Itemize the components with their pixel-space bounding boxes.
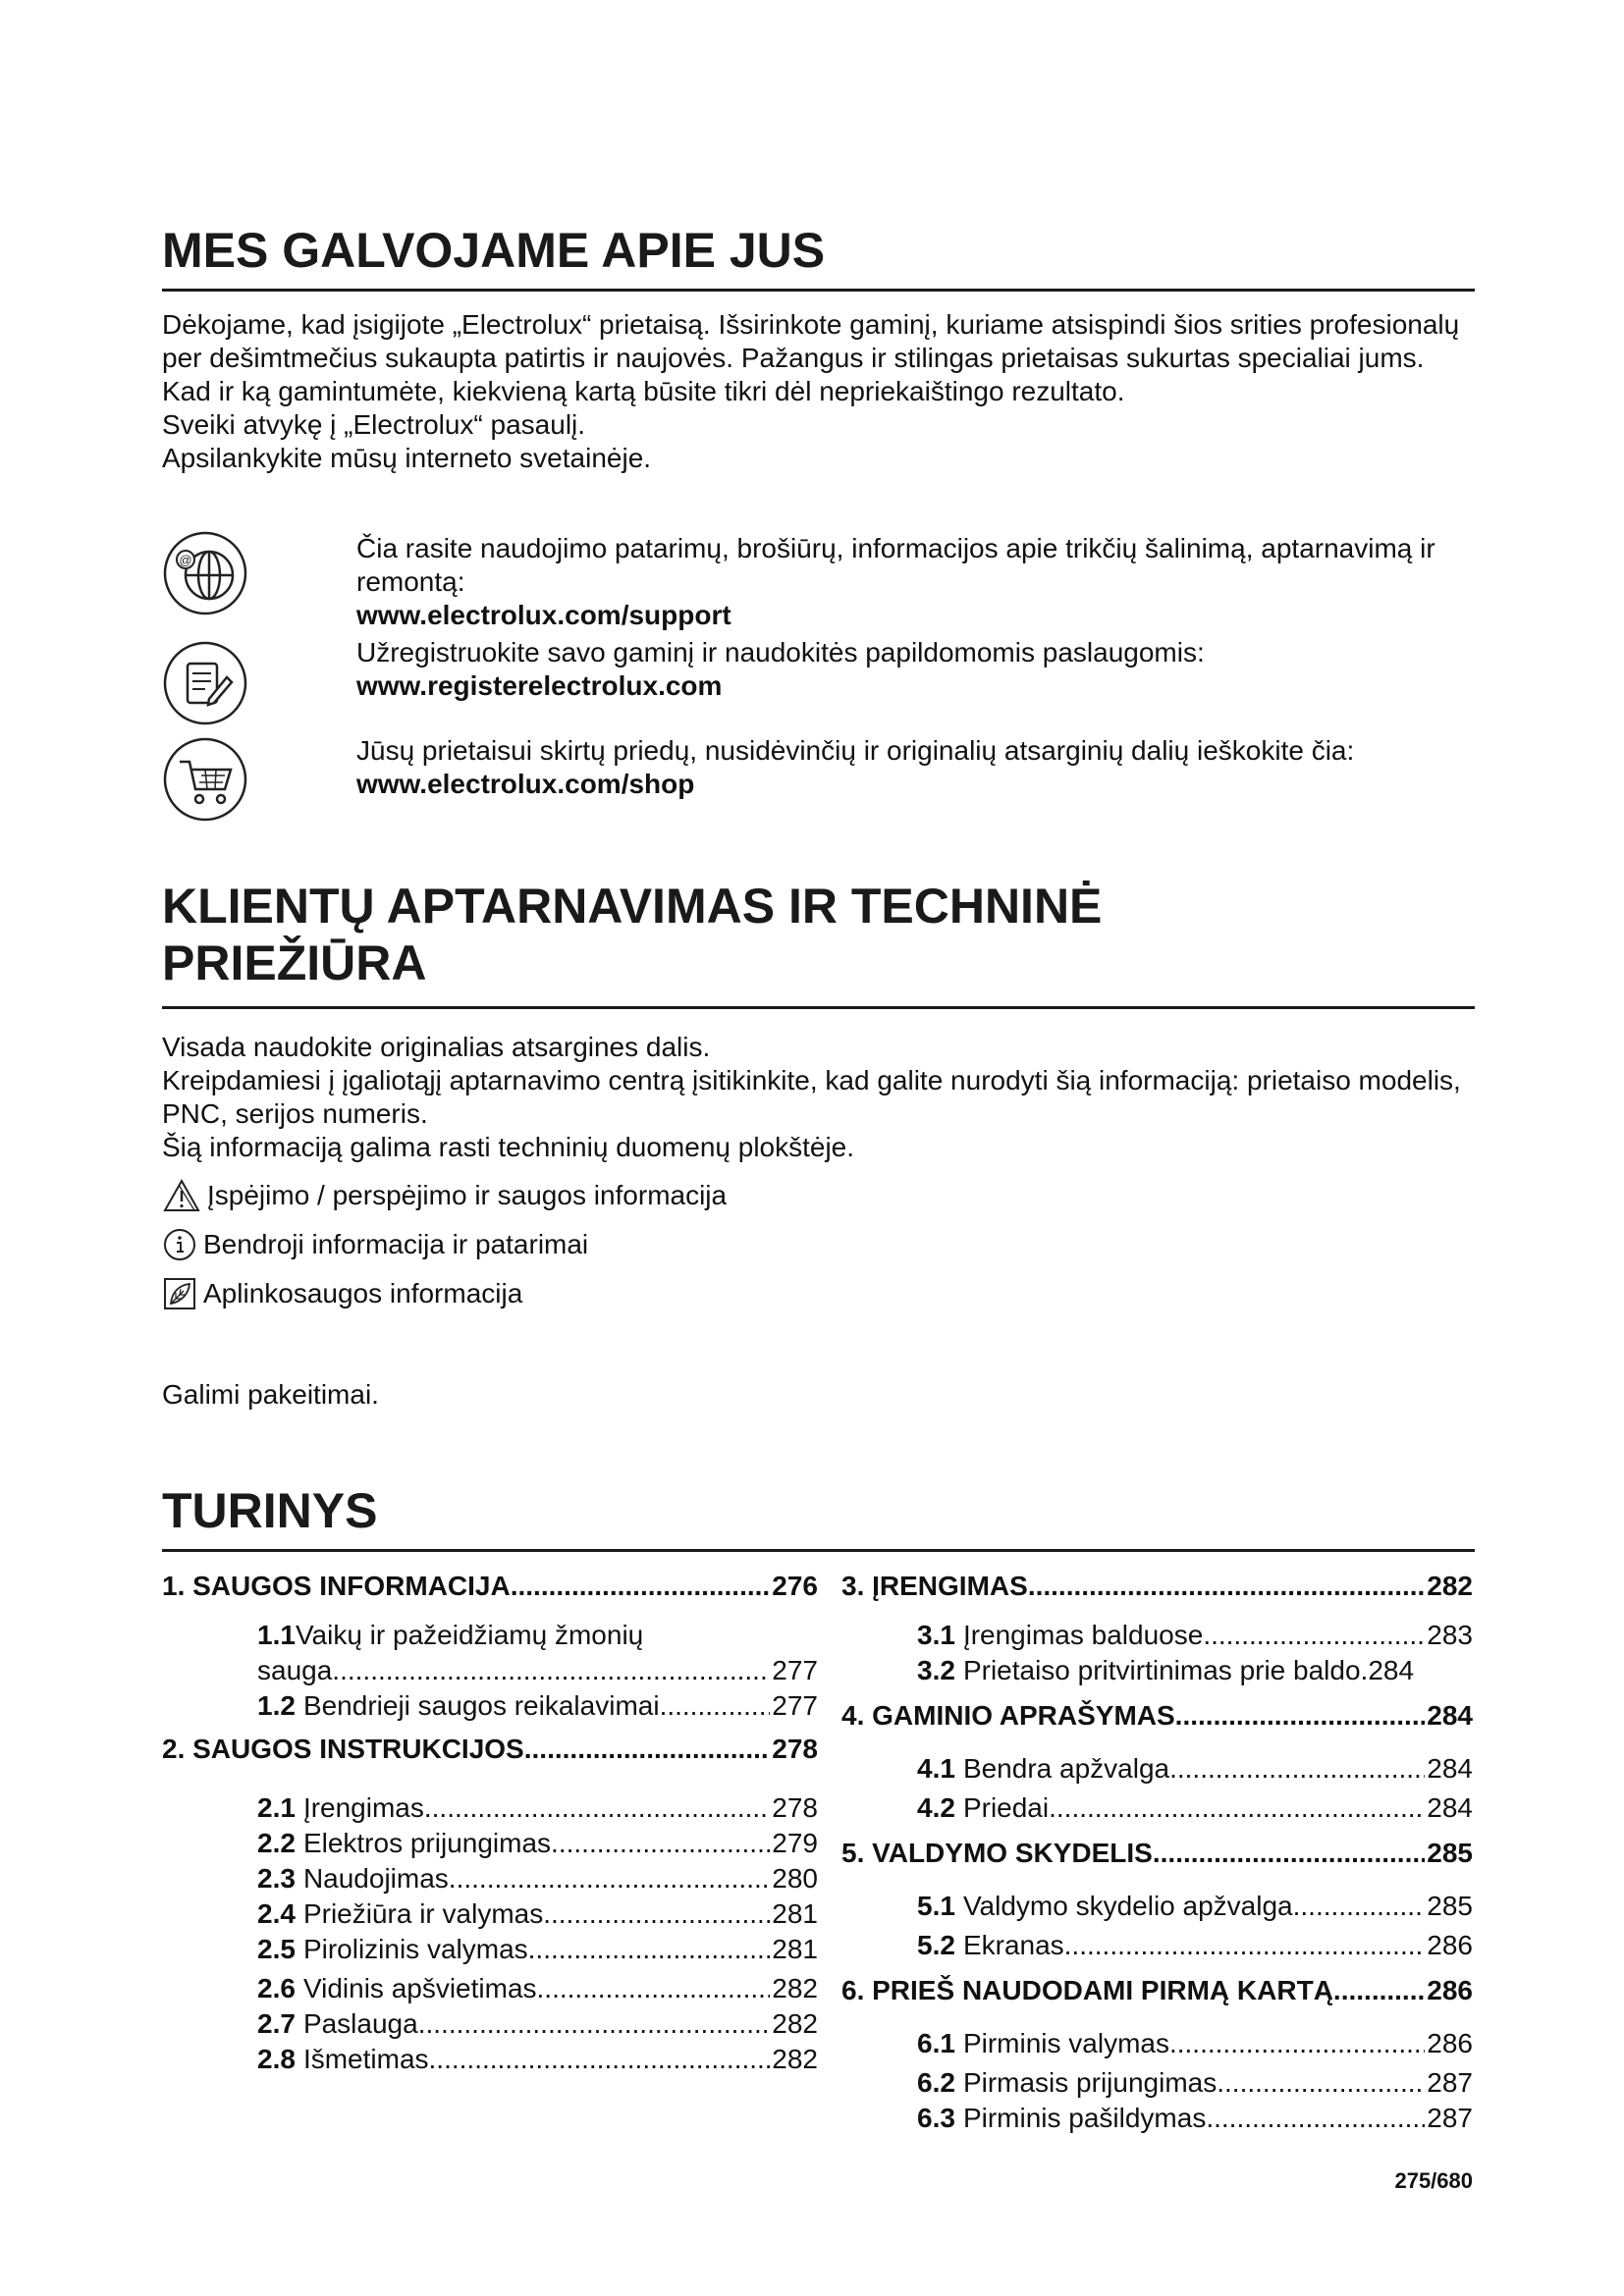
toc-right-column: [841, 1571, 1473, 2138]
legend-info-text: Bendroji informacija ir patarimai: [203, 1229, 589, 1259]
register-description: Užregistruokite savo gaminį ir naudokitės papildomomis paslaugomis:: [356, 637, 1205, 667]
section-title-thinking-of-you: MES GALVOJAME APIE JUS: [162, 223, 826, 278]
toc-entry-2[interactable]: 2. SAUGOS INSTRUKCIJOS ..... 278: [162, 1734, 818, 1773]
toc-entry-6-3[interactable]: 6.3 Pirminis pašildymas ..... 287: [917, 2103, 1473, 2138]
customer-care-title-line2: PRIEŽIŪRA: [162, 935, 427, 990]
info-icon: [162, 1227, 197, 1262]
intro-paragraph: Dėkojame, kad įsigijote „Electrolux“ prietaisą. Išsirinkote gaminį, kuriame atsispindi šios srities profesionalų per dešimtmečius sukaupta patirtis ir naujovės. Pažangus ir stilingas prietaisas sukurtas specialiai jums. Kad ir ką gamintumėte, kiekvieną kartą būsite tikri dėl nepriekaištingo rezultato.: [162, 309, 1460, 406]
legend-environment: [162, 1272, 727, 1315]
toc-entry-2-4[interactable]: 2.4 Priežiūra ir valymas ..... 281: [257, 1898, 818, 1934]
shop-url-link[interactable]: www.electrolux.com/shop: [356, 769, 695, 799]
rating-plate-line: Šią informaciją galima rasti techninių duomenų plokštėje.: [162, 1132, 855, 1162]
toc-entry-5-1[interactable]: 5.1 Valdymo skydelio apžvalga ..... 285: [917, 1891, 1473, 1930]
toc-entry-4-1[interactable]: 4.1 Bendra apžvalga ..... 284: [917, 1753, 1473, 1792]
leaf-icon: [162, 1276, 197, 1311]
toc-entry-2-3[interactable]: 2.3 Naudojimas ..... 280: [257, 1863, 818, 1898]
toc-title: TURINYS: [162, 1483, 378, 1538]
toc-entry-2-6[interactable]: 2.6 Vidinis apšvietimas ..... 282: [257, 1973, 818, 2008]
customer-care-title-line1: KLIENTŲ APTARNAVIMAS IR TECHNINĖ: [162, 879, 1103, 934]
toc-entry-4-2[interactable]: 4.2 Priedai ..... 284: [917, 1792, 1473, 1828]
toc-entry-1[interactable]: 1. SAUGOS INFORMACIJA ..... 276: [162, 1571, 818, 1610]
title-rule: [162, 1006, 1475, 1009]
service-center-line: Kreipdamiesi į įgaliotąjį aptarnavimo centrą įsitikinkite, kad galite nurodyti šią informaciją: prietaiso modelis, PNC, serijos numeris.: [162, 1065, 1461, 1129]
register-url-link[interactable]: www.registerelectrolux.com: [356, 670, 723, 701]
svg-text:@: @: [179, 553, 192, 567]
page-number: 275/680: [1394, 2168, 1473, 2193]
toc-entry-2-1[interactable]: 2.1 Įrengimas ..... 278: [257, 1792, 818, 1828]
toc-section-3-list: [841, 1620, 1473, 1690]
customer-care-text: [162, 1031, 1478, 1164]
toc-entry-6-1[interactable]: 6.1 Pirminis valymas ..... 286: [917, 2028, 1473, 2067]
toc-entry-3[interactable]: 3. ĮRENGIMAS ..... 282: [841, 1571, 1473, 1610]
legend-info: [162, 1223, 727, 1266]
toc-entry-1-1[interactable]: 1.1Vaikų ir pažeidžiamų žmonių sauga ..... 277: [162, 1620, 818, 1690]
toc-section-4-list: [841, 1753, 1473, 1828]
symbol-legend: [162, 1174, 727, 1315]
toc-section-2-list: [162, 1792, 818, 2079]
support-description: Čia rasite naudojimo patarimų, brošiūrų, informacijos apie trikčių šalinimą, aptarnavimą ir remontą:: [356, 533, 1435, 597]
toc-entry-2-2[interactable]: 2.2 Elektros prijungimas ..... 279: [257, 1828, 818, 1863]
section-title-customer-care: [162, 878, 1102, 991]
support-url-link[interactable]: www.electrolux.com/support: [356, 600, 731, 630]
title-rule: [162, 289, 1475, 292]
globe-icon: [162, 530, 248, 616]
toc-entry-5-2[interactable]: 5.2 Ekranas ..... 286: [917, 1930, 1473, 1965]
visit-website-line: Apsilankykite mūsų interneto svetainėje.: [162, 443, 652, 473]
toc-entry-4[interactable]: 4. GAMINIO APRAŠYMAS ..... 284: [841, 1700, 1473, 1739]
shop-description: Jūsų prietaisui skirtų priedų, nusidėvinčių ir originalių atsarginių dalių ieškokite čia:: [356, 735, 1355, 766]
spare-parts-line: Visada naudokite originalias atsargines dalis.: [162, 1032, 711, 1062]
toc-entry-6[interactable]: 6. PRIEŠ NAUDODAMI PIRMĄ KARTĄ ..... 286: [841, 1975, 1473, 2014]
toc-section-6-list: [841, 2028, 1473, 2138]
intro-text: [162, 308, 1478, 475]
toc-left-column: [162, 1571, 818, 2079]
toc-entry-3-1[interactable]: 3.1 Įrengimas balduose ..... 283: [917, 1620, 1473, 1655]
toc-entry-6-2[interactable]: 6.2 Pirmasis prijungimas ..... 287: [917, 2067, 1473, 2103]
toc-entry-3-2[interactable]: 3.2 Prietaiso pritvirtinimas prie baldo. 284: [917, 1655, 1415, 1685]
register-icon: [162, 640, 248, 726]
toc-entry-5[interactable]: 5. VALDYMO SKYDELIS ..... 285: [841, 1838, 1473, 1877]
shopping-cart-icon: [162, 736, 248, 823]
toc-section-5-list: [841, 1891, 1473, 1965]
legend-warning-text: Įspėjimo / perspėjimo ir saugos informacija: [207, 1180, 728, 1210]
toc-entry-2-8[interactable]: 2.8 Išmetimas ..... 282: [257, 2044, 818, 2079]
title-rule: [162, 1549, 1475, 1552]
toc-entry-2-5[interactable]: 2.5 Pirolizinis valymas ..... 281: [257, 1934, 818, 1973]
warning-triangle-icon: [162, 1178, 201, 1213]
toc-entry-2-7[interactable]: 2.7 Paslauga ..... 282: [257, 2008, 818, 2044]
welcome-line: Sveiki atvykę į „Electrolux“ pasaulį.: [162, 409, 586, 440]
legend-environment-text: Aplinkosaugos informacija: [203, 1278, 523, 1308]
toc-entry-1-2[interactable]: 1.2 Bendrieji saugos reikalavimai ..... 277: [162, 1690, 818, 1726]
legend-warning: [162, 1174, 727, 1217]
subject-to-change-note: Galimi pakeitimai.: [162, 1379, 379, 1410]
